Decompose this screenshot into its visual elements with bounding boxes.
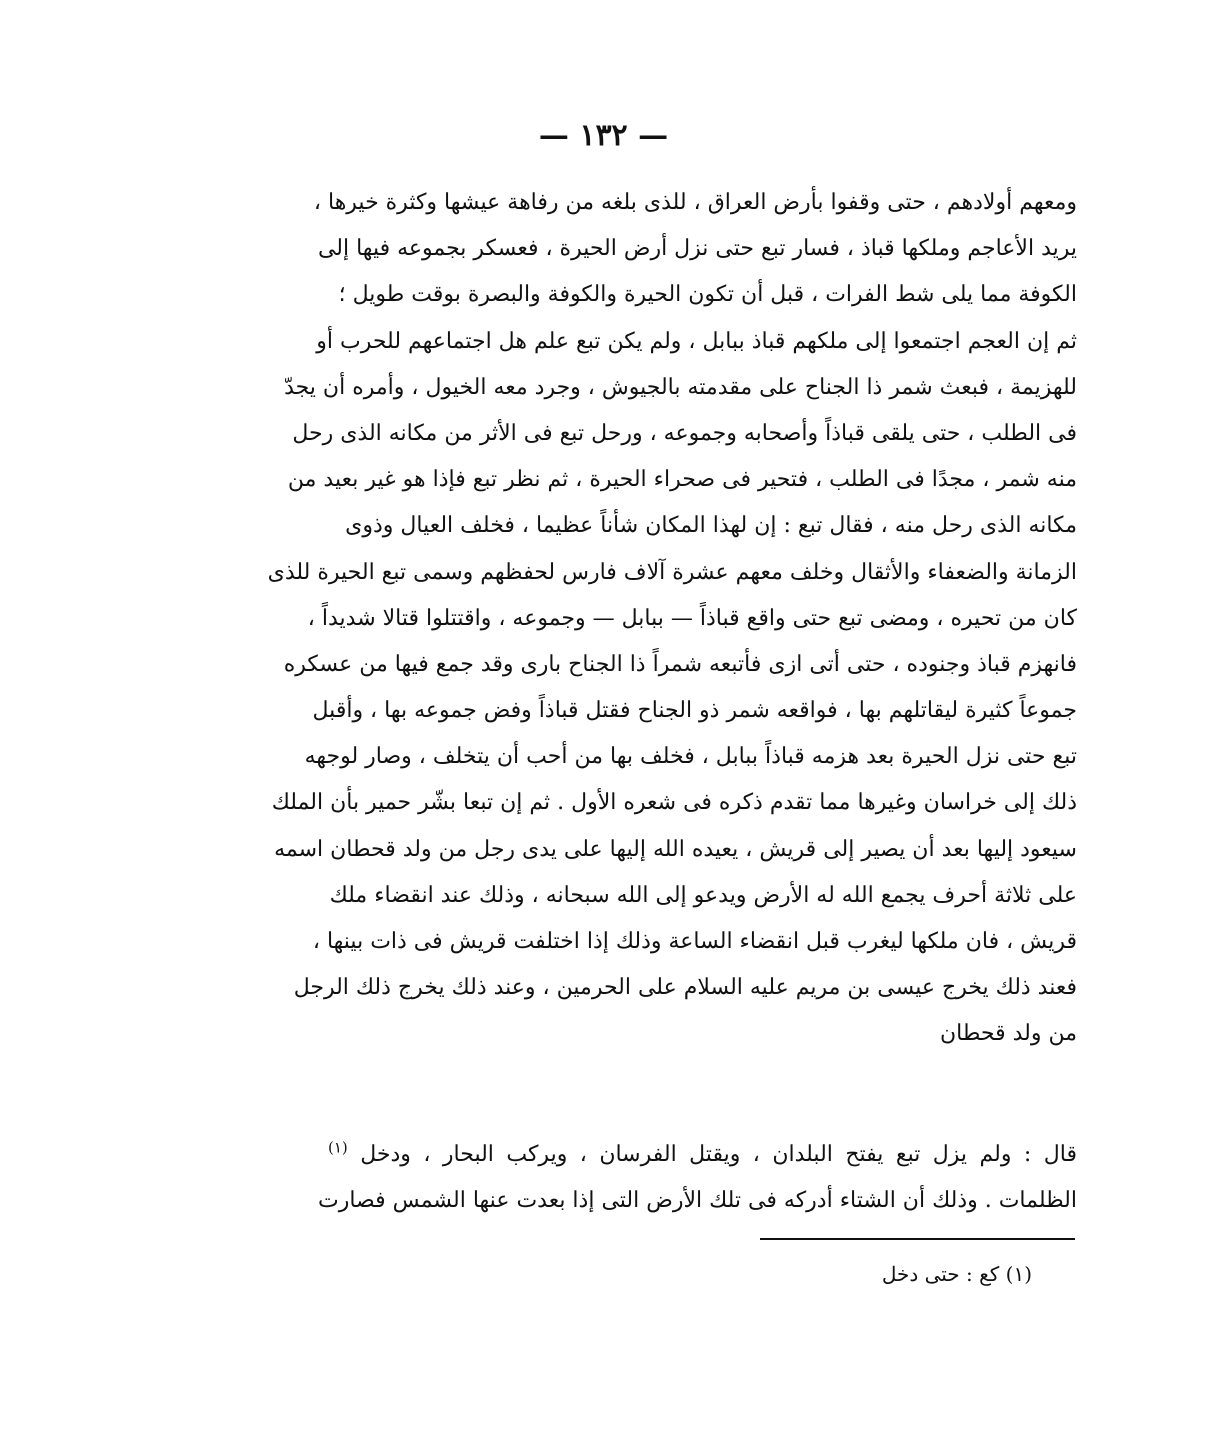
- text-line: الزمانة والضعفاء والأثقال وخلف معهم عشرة آلاف فارس لحفظهم وسمى تبع الحيرة للذى: [267, 559, 1077, 585]
- text-line: كان من تحيره ، ومضى تبع حتى واقع قباذاً — ببابل — وجموعه ، واقتتلوا قتالا شديداً ،: [307, 605, 1077, 631]
- text-line: للهزيمة ، فبعث شمر ذا الجناح على مقدمته بالجيوش ، وجرد معه الخيول ، وأمره أن يجدّ: [284, 374, 1077, 400]
- paragraph-2: [318, 1132, 1077, 1224]
- text-line: سيعود إليها بعد أن يصير إلى قريش ، يعيده الله إليها على يدى رجل من ولد قحطان اسمه: [274, 836, 1077, 862]
- text-line: [328, 1132, 1077, 1178]
- text-line: ثم إن العجم اجتمعوا إلى ملكهم قباذ ببابل ، ولم يكن تبع علم هل اجتماعهم للحرب أو: [316, 328, 1077, 354]
- text-line: يريد الأعاجم وملكها قباذ ، فسار تبع حتى نزل أرض الحيرة ، فعسكر بجموعه فيها إلى: [317, 236, 1077, 262]
- page-number: — ١٣٢ —: [538, 118, 669, 153]
- text-line: جموعاً كثيرة ليقاتلهم بها ، فواقعه شمر ذو الجناح فقتل قباذاً وفض جموعه بها ، وأقبل: [312, 698, 1077, 724]
- text-line: تبع حتى نزل الحيرة بعد هزمه قباذاً ببابل ، فخلف بها من أحب أن يتخلف ، وصار لوجهه: [304, 744, 1077, 770]
- text-line-content: قال : ولم يزل تبع يفتح البلدان ، ويقتل الفرسان ، ويركب البحار ، ودخل: [360, 1142, 1077, 1167]
- footnote-divider: [760, 1238, 1075, 1240]
- paragraph-1: [267, 180, 1077, 1058]
- footnote: (١) كع : حتى دخل: [881, 1262, 1032, 1286]
- text-line: مكانه الذى رحل منه ، فقال تبع : إن لهذا المكان شأناً عظيما ، فخلف العيال وذوى: [345, 513, 1077, 539]
- text-line: فعند ذلك يخرج عيسى بن مريم عليه السلام على الحرمين ، وعند ذلك يخرج ذلك الرجل: [293, 975, 1077, 1001]
- text-line: على ثلاثة أحرف يجمع الله له الأرض ويدعو إلى الله سبحانه ، وذلك عند انقضاء ملك: [329, 882, 1077, 908]
- text-line: منه شمر ، مجدًا فى الطلب ، فتحير فى صحراء الحيرة ، ثم نظر تبع فإذا هو غير بعيد من: [287, 467, 1077, 493]
- text-line: ذلك إلى خراسان وغيرها مما تقدم ذكره فى شعره الأول . ثم إن تبعا بشّر حمير بأن الملك: [271, 790, 1077, 816]
- text-line: فانهزم قباذ وجنوده ، حتى أتى ازى فأتبعه شمراً ذا الجناح بارى وقد جمع فيها من عسكره: [283, 651, 1077, 677]
- text-line: ومعهم أولادهم ، حتى وقفوا بأرض العراق ، للذى بلغه من رفاهة عيشها وكثرة خيرها ،: [313, 190, 1077, 215]
- text-line: من ولد قحطان: [939, 1021, 1077, 1047]
- text-line: فى الطلب ، حتى يلقى قباذاً وأصحابه وجموعه ، ورحل تبع فى الأثر من مكانه الذى رحل: [292, 420, 1077, 446]
- text-line: قريش ، فان ملكها ليغرب قبل انقضاء الساعة وذلك إذا اختلفت قريش فى ذات بينها ،: [312, 929, 1077, 954]
- text-line: الظلمات . وذلك أن الشتاء أدركه فى تلك الأرض التى إذا بعدت عنها الشمس فصارت: [318, 1188, 1077, 1214]
- text-line: الكوفة مما يلى شط الفرات ، قبل أن تكون الحيرة والكوفة والبصرة بوقت طويل ؛: [338, 282, 1077, 308]
- footnote-marker: (١): [328, 1138, 348, 1157]
